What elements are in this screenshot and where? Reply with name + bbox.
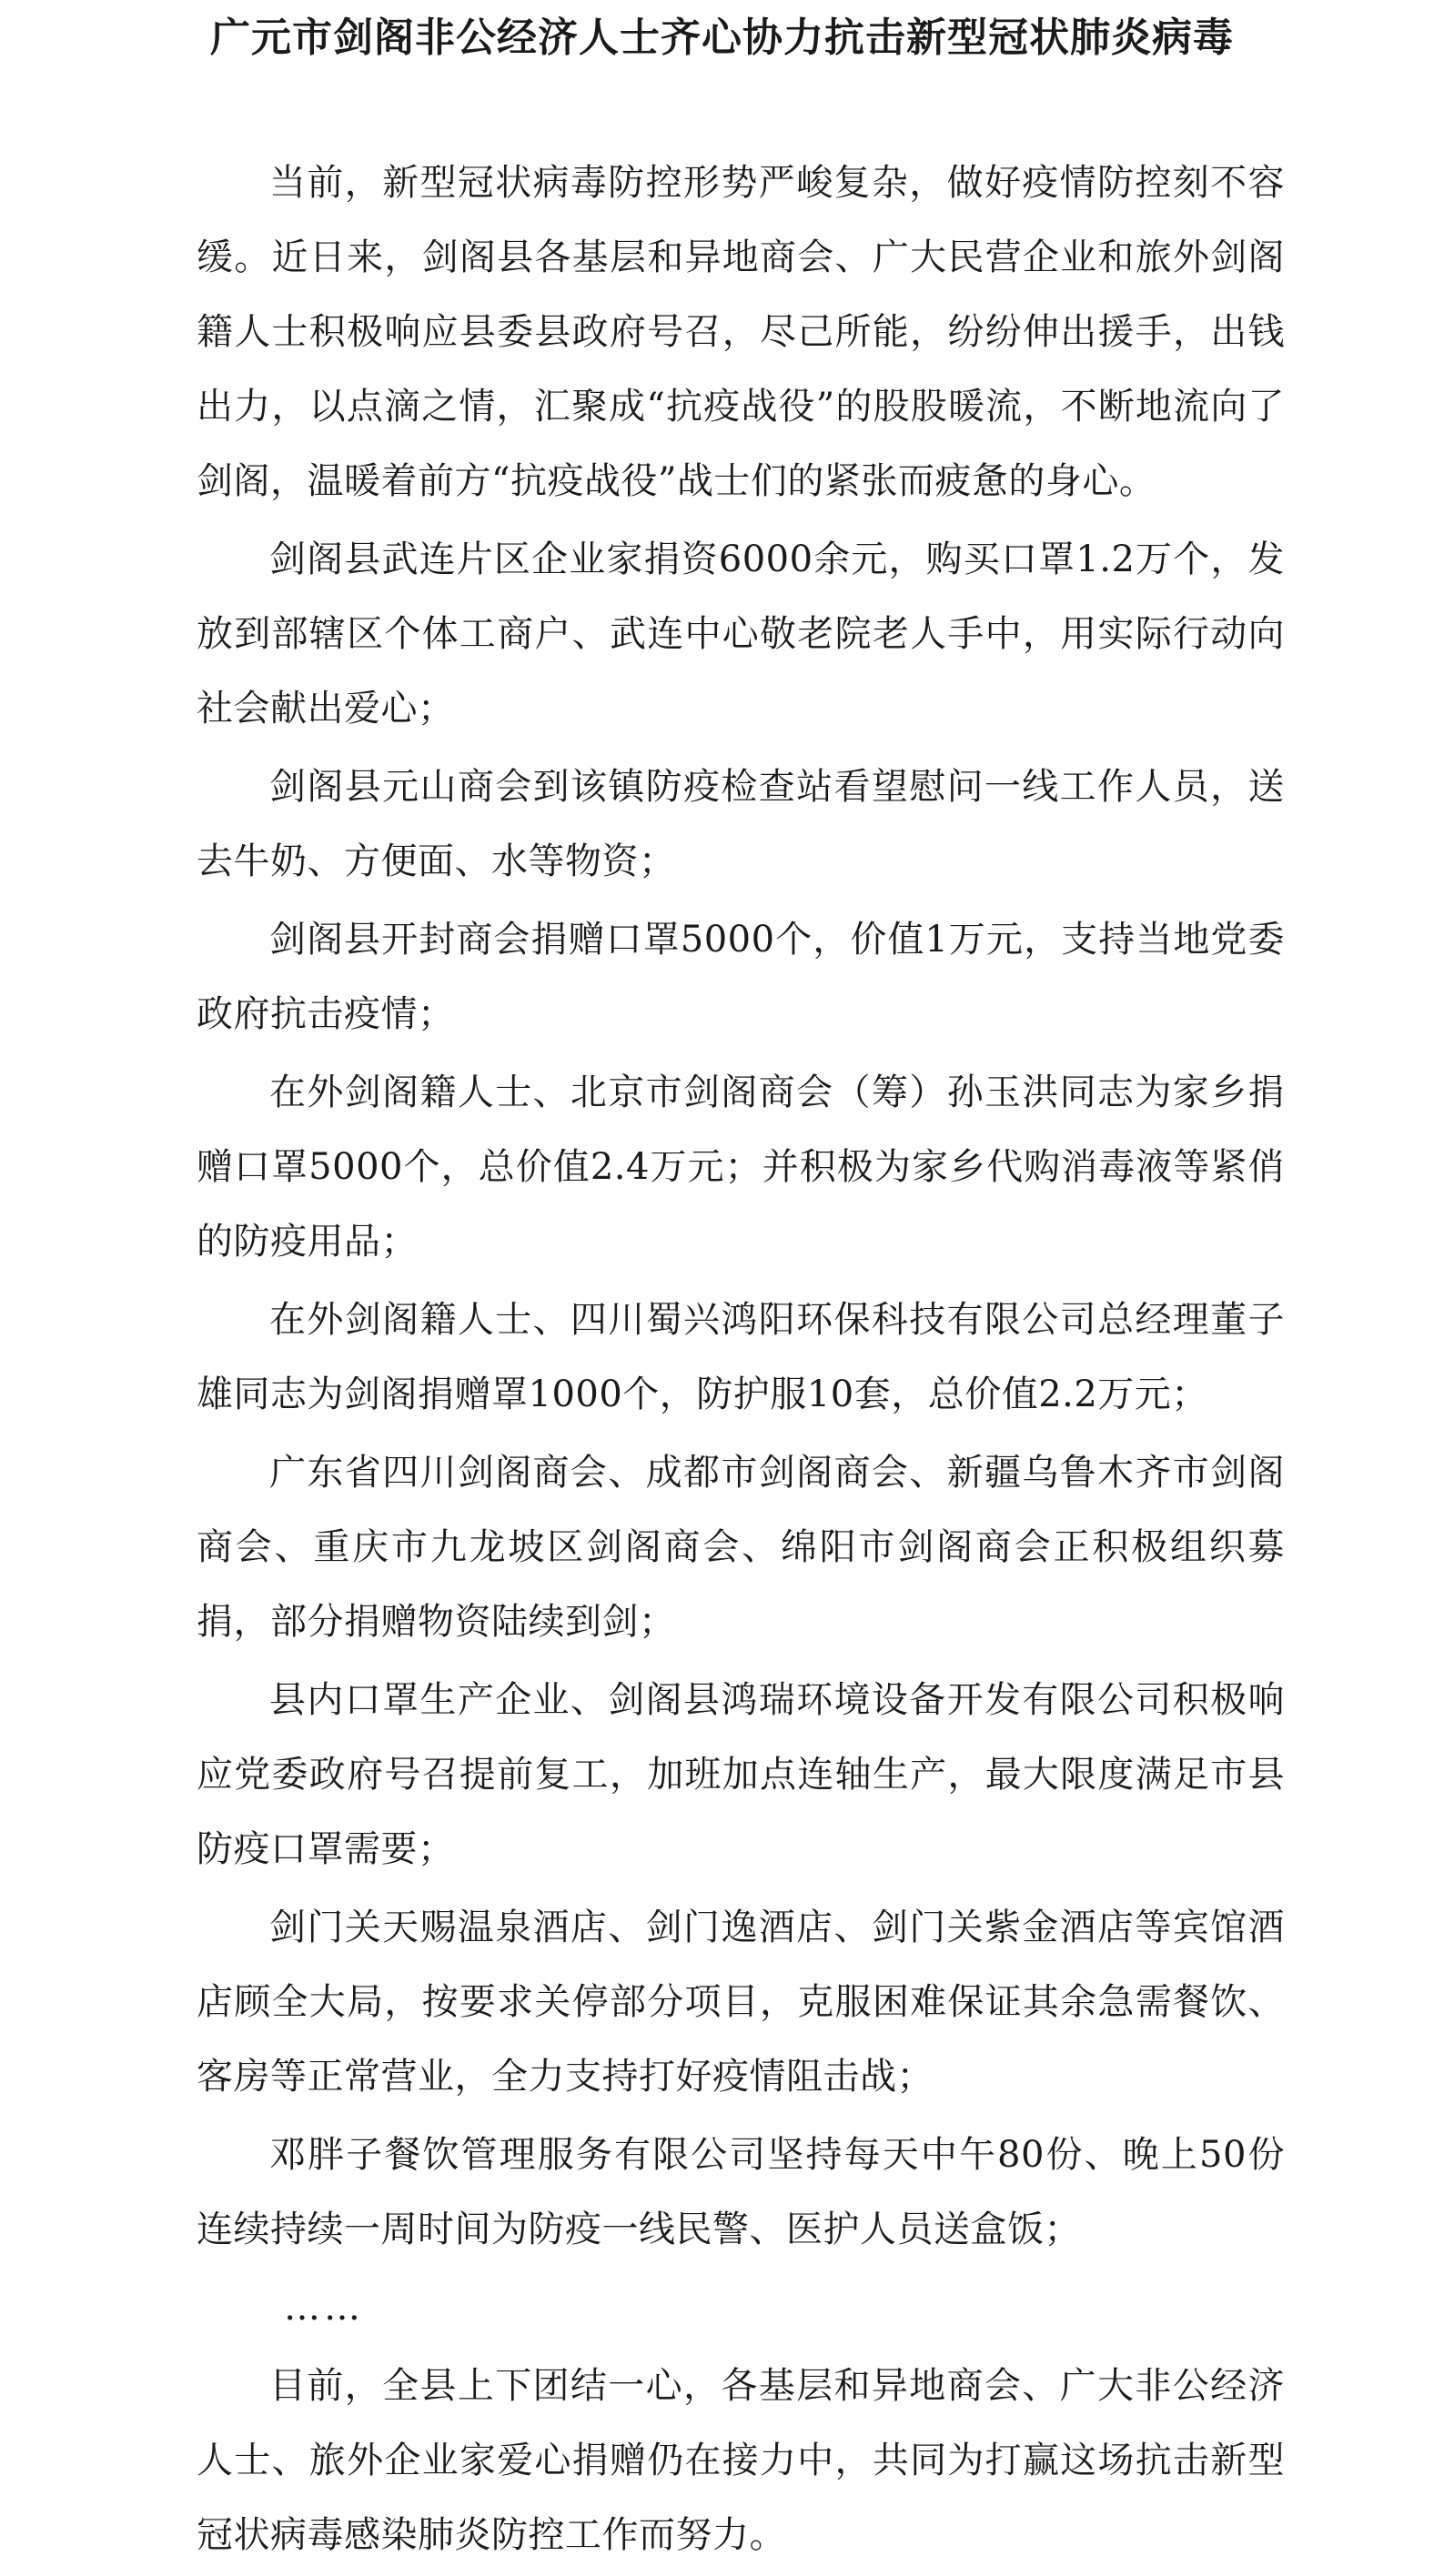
paragraph-hotels: 剑门关天赐温泉酒店、剑门逸酒店、剑门关紫金酒店等宾馆酒店顾全大局，按要求关停部分项目，克服困难保证其余急需餐饮、客房等正常营业，全力支持打好疫情阻击战； (197, 1907, 1285, 2098)
paragraph-intro: 当前，新型冠状病毒防控形势严峻复杂，做好疫情防控刻不容缓。近日来，剑阁县各基层和异地商会、广大民营企业和旅外剑阁籍人士积极响应县委县政府号召，尽己所能，纷纷伸出援手，出钱出力，以点滴之情，汇聚成“抗疫战役”的股股暖流，不断地流向了剑阁，温暖着前方“抗疫战役”战士们的紧张而疲惫的身心。 (197, 162, 1285, 502)
ellipsis: …… (284, 2287, 364, 2329)
paragraph-mask-producer: 县内口罩生产企业、剑阁县鸿瑞环境设备开发有限公司积极响应党委政府号召提前复工，加班加点连轴生产，最大限度满足市县防疫口罩需要； (197, 1679, 1285, 1870)
paragraph-wulian: 剑阁县武连片区企业家捐资6000余元，购买口罩1.2万个，发放到部辖区个体工商户、武连中心敬老院老人手中，用实际行动向社会献出爱心； (197, 538, 1285, 730)
paragraph-yuanshan: 剑阁县元山商会到该镇防疫检查站看望慰问一线工作人员，送去牛奶、方便面、水等物资； (197, 766, 1285, 882)
article-body (197, 146, 1285, 2576)
paragraph-catering: 邓胖子餐饮管理服务有限公司坚持每天中午80份、晚上50份连续持续一周时间为防疫一线民警、医护人员送盒饭； (197, 2134, 1285, 2250)
paragraph-chambers: 广东省四川剑阁商会、成都市剑阁商会、新疆乌鲁木齐市剑阁商会、重庆市九龙坡区剑阁商会、绵阳市剑阁商会正积极组织募捐，部分捐赠物资陆续到剑； (197, 1452, 1285, 1643)
article-title: 广元市剑阁非公经济人士齐心协力抗击新型冠状肺炎病毒 (210, 15, 1234, 61)
paragraph-sichuan: 在外剑阁籍人士、四川蜀兴鸿阳环保科技有限公司总经理董子雄同志为剑阁捐赠罩1000个，防护服10套，总价值2.2万元； (197, 1299, 1285, 1415)
paragraph-closing: 目前，全县上下团结一心，各基层和异地商会、广大非公经济人士、旅外企业家爱心捐赠仍在接力中，共同为打赢这场抗击新型冠状病毒感染肺炎防控工作而努力。 (197, 2365, 1285, 2556)
paragraph-kaifeng: 剑阁县开封商会捐赠口罩5000个，价值1万元，支持当地党委政府抗击疫情； (197, 919, 1285, 1035)
paragraph-beijing: 在外剑阁籍人士、北京市剑阁商会（筹）孙玉洪同志为家乡捐赠口罩5000个，总价值2.4万元；并积极为家乡代购消毒液等紧俏的防疫用品； (197, 1072, 1285, 1263)
